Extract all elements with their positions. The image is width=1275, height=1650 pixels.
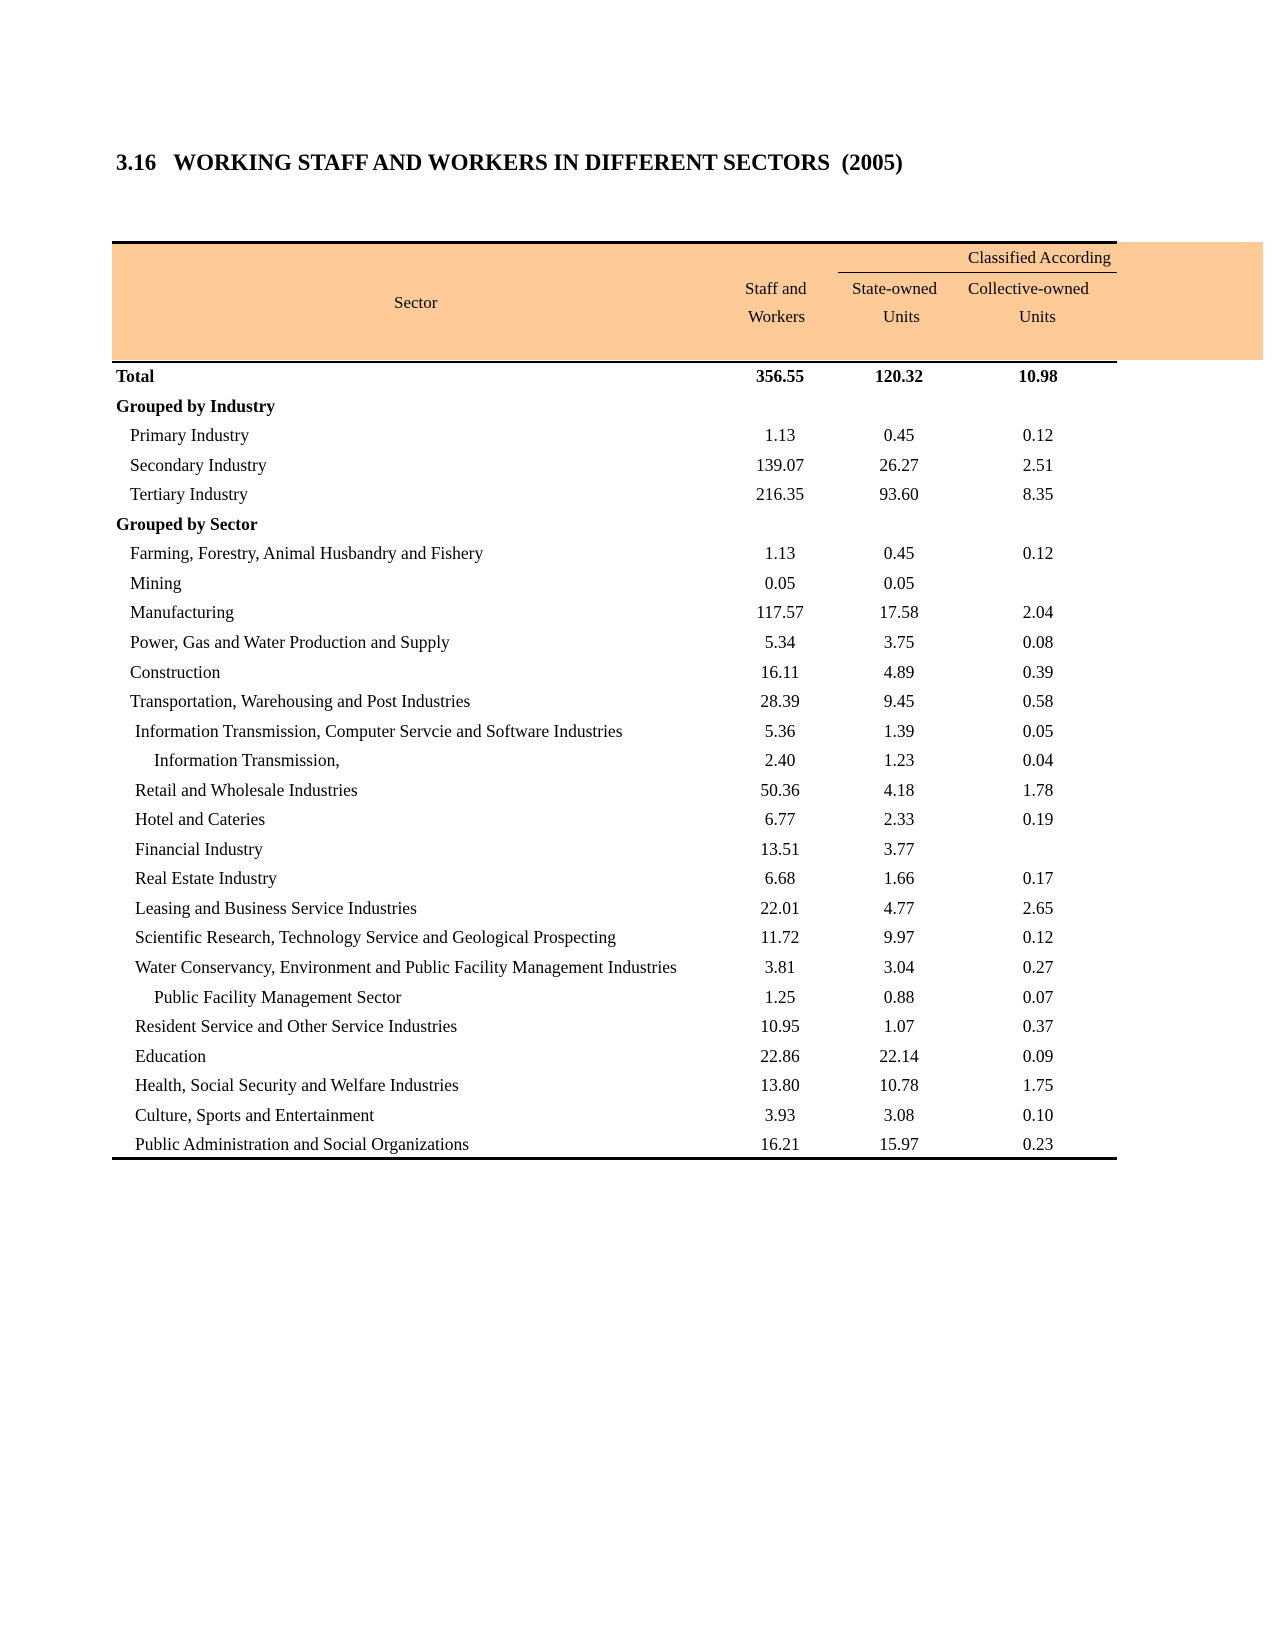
- cell-collective-owned: 0.10: [1022, 1104, 1054, 1125]
- row-label: Water Conservancy, Environment and Public Facility Management Industries: [135, 957, 677, 977]
- cell-staff-workers: 1.13: [764, 425, 796, 446]
- row-label: Education: [135, 1045, 206, 1066]
- cell-state-owned: 3.75: [883, 631, 915, 652]
- row-label: Public Administration and Social Organizations: [135, 1134, 470, 1155]
- table-row: [0, 953, 1275, 983]
- header-staff-line2: Workers: [748, 307, 806, 326]
- row-label: Primary Industry: [130, 425, 250, 446]
- header-staff-line1: Staff and: [745, 279, 807, 298]
- table-row: [0, 835, 1275, 865]
- cell-state-owned: 3.77: [883, 838, 915, 859]
- cell-collective-owned: 0.17: [1022, 868, 1054, 889]
- table-row: [0, 510, 1275, 540]
- table-bottom-rule: [112, 1157, 1117, 1160]
- cell-staff-workers: 3.93: [764, 1104, 796, 1125]
- cell-collective-owned: 0.05: [1022, 720, 1054, 741]
- cell-staff-workers: 11.72: [760, 927, 800, 948]
- cell-staff-workers: 50.36: [760, 779, 800, 800]
- row-label: Grouped by Industry: [116, 395, 276, 416]
- cell-staff-workers: 6.68: [764, 868, 796, 889]
- cell-collective-owned: 0.23: [1022, 1134, 1054, 1155]
- table-row: [0, 1101, 1275, 1131]
- page-title: 3.16 WORKING STAFF AND WORKERS IN DIFFERENT SECTORS (2005): [116, 150, 903, 175]
- cell-state-owned: 4.89: [883, 661, 915, 682]
- table-row: [0, 1042, 1275, 1072]
- cell-state-owned: 0.88: [883, 986, 915, 1007]
- row-label: Construction: [130, 661, 221, 682]
- cell-state-owned: 3.04: [883, 957, 915, 977]
- table-row: [0, 1012, 1275, 1042]
- header-state-line2: Units: [883, 307, 920, 326]
- cell-collective-owned: 0.04: [1022, 750, 1054, 771]
- cell-collective-owned: 2.65: [1022, 897, 1054, 918]
- cell-staff-workers: 5.36: [764, 720, 796, 741]
- row-label: Retail and Wholesale Industries: [135, 779, 358, 800]
- cell-staff-workers: 13.51: [760, 838, 800, 859]
- table-row: [0, 658, 1275, 688]
- cell-state-owned: 22.14: [879, 1045, 919, 1066]
- table-row: [0, 923, 1275, 953]
- table-row: [0, 717, 1275, 747]
- cell-staff-workers: 1.25: [764, 986, 796, 1007]
- row-label: Culture, Sports and Entertainment: [135, 1104, 375, 1125]
- table-row: [0, 451, 1275, 481]
- cell-state-owned: 1.07: [883, 1016, 915, 1037]
- cell-collective-owned: 0.58: [1022, 691, 1054, 712]
- row-label: Information Transmission,: [154, 750, 340, 771]
- cell-collective-owned: 8.35: [1022, 484, 1054, 505]
- header-collective-line1: Collective-owned: [968, 279, 1089, 298]
- row-label: Farming, Forestry, Animal Husbandry and Fishery: [130, 543, 484, 564]
- cell-staff-workers: 10.95: [760, 1016, 800, 1037]
- cell-state-owned: 9.45: [883, 691, 915, 712]
- table-row: [0, 805, 1275, 835]
- cell-state-owned: 9.97: [883, 927, 915, 948]
- cell-state-owned: 10.78: [879, 1075, 919, 1096]
- table-row: [0, 480, 1275, 510]
- cell-state-owned: 1.39: [883, 720, 915, 741]
- cell-staff-workers: 2.40: [764, 750, 796, 771]
- cell-staff-workers: 13.80: [760, 1075, 800, 1096]
- row-label: Public Facility Management Sector: [154, 986, 402, 1007]
- row-label: Leasing and Business Service Industries: [135, 897, 417, 918]
- table-row: [0, 362, 1275, 392]
- header-sector: Sector: [394, 293, 438, 312]
- cell-staff-workers: 3.81: [764, 957, 796, 977]
- cell-collective-owned: 0.37: [1022, 1016, 1054, 1037]
- row-label: Transportation, Warehousing and Post Industries: [130, 691, 471, 712]
- cell-state-owned: 120.32: [874, 366, 924, 386]
- cell-state-owned: 0.45: [883, 425, 915, 446]
- cell-state-owned: 4.77: [883, 897, 915, 918]
- cell-staff-workers: 22.01: [760, 897, 800, 918]
- row-label: Financial Industry: [135, 838, 263, 859]
- row-label: Manufacturing: [130, 602, 234, 623]
- row-label: Information Transmission, Computer Servcie and Software Industries: [135, 720, 623, 741]
- cell-state-owned: 1.23: [883, 750, 915, 771]
- row-label: Scientific Research, Technology Service and Geological Prospecting: [135, 927, 617, 948]
- cell-state-owned: 1.66: [883, 868, 915, 889]
- cell-staff-workers: 16.11: [760, 661, 800, 682]
- row-label: Tertiary Industry: [130, 484, 248, 505]
- table-row: [0, 776, 1275, 806]
- row-label: Resident Service and Other Service Industries: [135, 1016, 458, 1037]
- table-row: [0, 983, 1275, 1013]
- row-label: Health, Social Security and Welfare Industries: [135, 1075, 459, 1096]
- table-row: [0, 687, 1275, 717]
- table-row: [0, 1071, 1275, 1101]
- table-row: [0, 1130, 1275, 1160]
- cell-collective-owned: 0.08: [1022, 631, 1054, 652]
- cell-collective-owned: 0.07: [1022, 986, 1054, 1007]
- cell-collective-owned: 0.12: [1022, 543, 1054, 564]
- cell-staff-workers: 117.57: [756, 602, 804, 623]
- cell-state-owned: 26.27: [879, 454, 919, 475]
- header-group-label: Classified According: [968, 248, 1112, 267]
- cell-collective-owned: 0.12: [1022, 425, 1054, 446]
- cell-staff-workers: 28.39: [760, 691, 800, 712]
- cell-staff-workers: 5.34: [764, 631, 796, 652]
- row-label: Total: [116, 366, 155, 386]
- row-label: Real Estate Industry: [135, 868, 277, 889]
- header-collective-line2: Units: [1019, 307, 1056, 326]
- cell-state-owned: 17.58: [879, 602, 919, 623]
- cell-staff-workers: 6.77: [764, 809, 796, 830]
- cell-collective-owned: 0.09: [1022, 1045, 1054, 1066]
- row-label: Mining: [130, 572, 182, 593]
- cell-staff-workers: 0.05: [764, 572, 796, 593]
- table-row: [0, 598, 1275, 628]
- row-label: Grouped by Sector: [116, 513, 258, 534]
- row-label: Hotel and Cateries: [135, 809, 266, 830]
- cell-state-owned: 15.97: [879, 1134, 919, 1155]
- cell-staff-workers: 356.55: [755, 366, 805, 386]
- cell-collective-owned: 0.27: [1022, 957, 1054, 977]
- cell-collective-owned: 2.04: [1022, 602, 1054, 623]
- cell-staff-workers: 1.13: [764, 543, 796, 564]
- cell-state-owned: 0.05: [883, 572, 915, 593]
- cell-collective-owned: 0.12: [1022, 927, 1054, 948]
- cell-staff-workers: 216.35: [755, 484, 805, 505]
- column-group-rule: [838, 272, 1117, 273]
- cell-state-owned: 4.18: [883, 779, 915, 800]
- cell-state-owned: 0.45: [883, 543, 915, 564]
- header-group-clip: [968, 247, 1117, 269]
- cell-collective-owned: 1.75: [1022, 1075, 1054, 1096]
- cell-staff-workers: 16.21: [760, 1134, 800, 1155]
- table-row: [0, 569, 1275, 599]
- cell-state-owned: 3.08: [883, 1104, 915, 1125]
- cell-state-owned: 93.60: [879, 484, 919, 505]
- cell-state-owned: 2.33: [883, 809, 915, 830]
- table-row: [0, 421, 1275, 451]
- table-row: [0, 864, 1275, 894]
- cell-collective-owned: 10.98: [1018, 366, 1058, 386]
- table-row: [0, 392, 1275, 422]
- table-row: [0, 628, 1275, 658]
- row-label: Secondary Industry: [130, 454, 267, 475]
- cell-staff-workers: 139.07: [755, 454, 805, 475]
- cell-collective-owned: 2.51: [1022, 454, 1054, 475]
- cell-collective-owned: 0.19: [1022, 809, 1054, 830]
- cell-collective-owned: 0.39: [1022, 661, 1054, 682]
- table-row: [0, 894, 1275, 924]
- cell-collective-owned: 1.78: [1022, 779, 1054, 800]
- row-label: Power, Gas and Water Production and Supply: [130, 631, 450, 652]
- table-top-rule: [112, 241, 1117, 244]
- header-state-line1: State-owned: [852, 279, 937, 298]
- table-row: [0, 539, 1275, 569]
- table-row: [0, 746, 1275, 776]
- cell-staff-workers: 22.86: [760, 1045, 800, 1066]
